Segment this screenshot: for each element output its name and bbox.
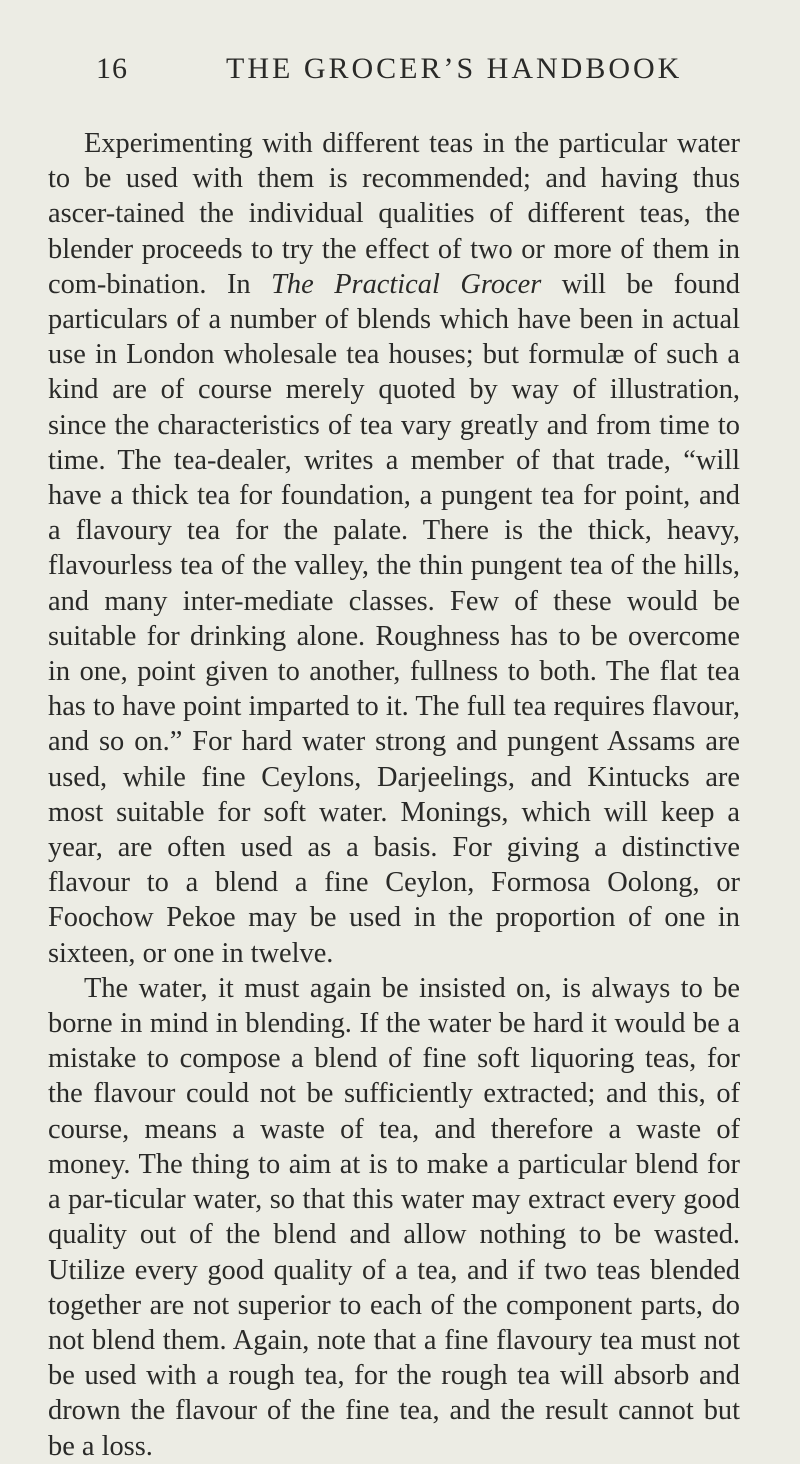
paragraph-blending-teas xyxy=(48,126,740,971)
paragraph-water: The water, it must again be insisted on, is always to be borne in mind in blending. If the water be hard it would be a mistake to compose a blend of fine soft liquoring teas, for the flavour could not be sufficiently extracted; and this, of course, means a waste of tea, and therefore a waste of money. The thing to aim at is to make a particular blend for a par-ticular water, so that this water may extract every good quality out of the blend and allow nothing to be wasted. Utilize every good quality of a tea, and if two teas blended together are not superior to each of the component parts, do not blend them. Again, note that a fine flavoury tea must not be used with a rough tea, for the rough tea will absorb and drown the flavour of the fine tea, and the result cannot but be a loss. xyxy=(48,972,740,1462)
body-text xyxy=(48,126,740,1464)
book-reference-title: The Practical Grocer xyxy=(271,268,542,300)
paragraph-text-part: will be found particulars of a number of blends which have been in actual use in London wholesale tea houses; but formulæ of such a kind are of course merely quoted by way of illustration, since the characteristics of tea vary greatly and from time to time. The tea-dealer, writes a member of that trade, “will have a thick tea for foundation, a pungent tea for point, and a flavoury tea for the palate. There is the thick, heavy, flavourless tea of the valley, the thin pungent tea of the hills, and many inter-mediate classes. Few of these would be suitable for drinking alone. Roughness has to be overcome in one, point given to another, fullness to both. The flat tea has to have point imparted to it. The full tea requires flavour, and so on.” For hard water strong and pungent Assams are used, while fine Ceylons, Darjeelings, and Kintucks are most suitable for soft water. Monings, which will keep a year, are often used as a basis. For giving a distinctive flavour to a blend a fine Ceylon, Formosa Oolong, or Foochow Pekoe may be used in the proportion of one in sixteen, or one in twelve. xyxy=(48,268,740,969)
book-title: THE GROCER’S HANDBOOK xyxy=(226,52,683,85)
page-number: 16 xyxy=(96,52,128,85)
running-head xyxy=(48,52,740,88)
paragraph-text-part: Experimenting with different teas in the particular water to be used with them is recommended; and having thus ascer-tained the individual qualities of different teas, the blender proceeds to try the effect of two or more of them in com-bination. In xyxy=(48,128,740,300)
